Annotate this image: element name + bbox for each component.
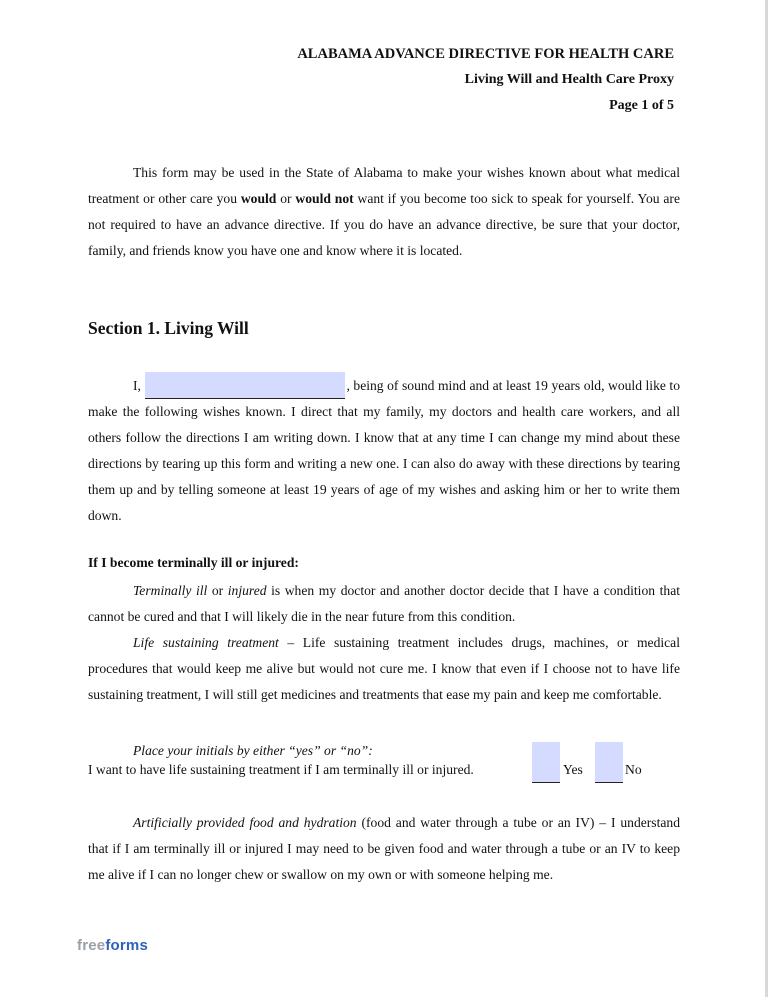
intro-or: or bbox=[276, 191, 296, 206]
initials-instruction-text: Place your initials by either “yes” or “no”: bbox=[133, 743, 373, 758]
freeforms-logo bbox=[77, 937, 148, 954]
term-life-sustaining: Life sustaining treatment bbox=[133, 635, 279, 650]
page-number: Page 1 of 5 bbox=[609, 98, 674, 113]
life-sustaining-choice bbox=[88, 742, 688, 786]
intro-text-2: want if you become too sick to speak for yourself. You are not required to have an advance directive. If you do have an advance directive, be sure that your doctor, family, and friends know you have one and know where it is located. bbox=[88, 191, 680, 258]
terminal-definition-text: is when my doctor and another doctor decide that I have a condition that cannot be cured and that I will likely die in the near future from this condition. bbox=[88, 583, 681, 624]
no-label: No bbox=[625, 762, 642, 777]
intro-would: would bbox=[240, 191, 277, 206]
document-title: ALABAMA ADVANCE DIRECTIVE FOR HEALTH CARE bbox=[297, 46, 674, 62]
life-sustaining-question: I want to have life sustaining treatment if I am terminally ill or injured. bbox=[88, 762, 474, 777]
logo-forms: forms bbox=[105, 937, 149, 954]
food-hydration-paragraph bbox=[88, 810, 680, 888]
terminal-definition bbox=[88, 578, 680, 630]
term-injured: injured bbox=[227, 583, 267, 598]
term-food-hydration: Artificially provided food and hydration bbox=[133, 815, 357, 830]
intro-would-not: would not bbox=[295, 191, 354, 206]
term-or: or bbox=[207, 583, 228, 598]
intro-paragraph bbox=[88, 160, 680, 264]
terminal-heading: If I become terminally ill or injured: bbox=[88, 555, 299, 570]
logo-free: free bbox=[77, 937, 106, 954]
section-1-title: Section 1. Living Will bbox=[88, 318, 249, 338]
i-prefix: I, bbox=[133, 378, 145, 393]
living-will-statement bbox=[88, 372, 680, 529]
yes-label: Yes bbox=[563, 762, 583, 777]
intro-text-1: This form may be used in the State of Alabama to make your wishes known about what medical treatment or other care you bbox=[88, 165, 680, 206]
life-sustaining-definition bbox=[88, 630, 680, 708]
term-terminally-ill: Terminally ill bbox=[133, 583, 208, 598]
yes-initials-field[interactable] bbox=[532, 742, 560, 783]
name-field[interactable] bbox=[145, 372, 345, 399]
life-sustaining-text: – Life sustaining treatment includes drugs, machines, or medical procedures that would keep me alive but would not cure me. I know that even if I choose not to have life sustaining treatment, I will still get medicines and treatments that ease my pain and keep me comfortable. bbox=[88, 635, 680, 702]
document-subtitle: Living Will and Health Care Proxy bbox=[464, 72, 674, 87]
statement-text: , being of sound mind and at least 19 years old, would like to make the following wishes known. I direct that my family, my doctors and health care workers, and all others follow the directions I am writing down. I know that at any time I can change my mind about these directions by tearing up this form and writing a new one. I can also do away with these directions by tearing them up and by telling someone at least 19 years of age of my wishes and asking him or her to write them down. bbox=[88, 378, 681, 523]
no-initials-field[interactable] bbox=[595, 742, 623, 783]
food-hydration-text: (food and water through a tube or an IV) – I understand that if I am terminally ill or injured I may need to be given food and water through a tube or an IV to keep me alive if I can no longer chew or swallow on my own or with someone helping me. bbox=[88, 815, 680, 882]
